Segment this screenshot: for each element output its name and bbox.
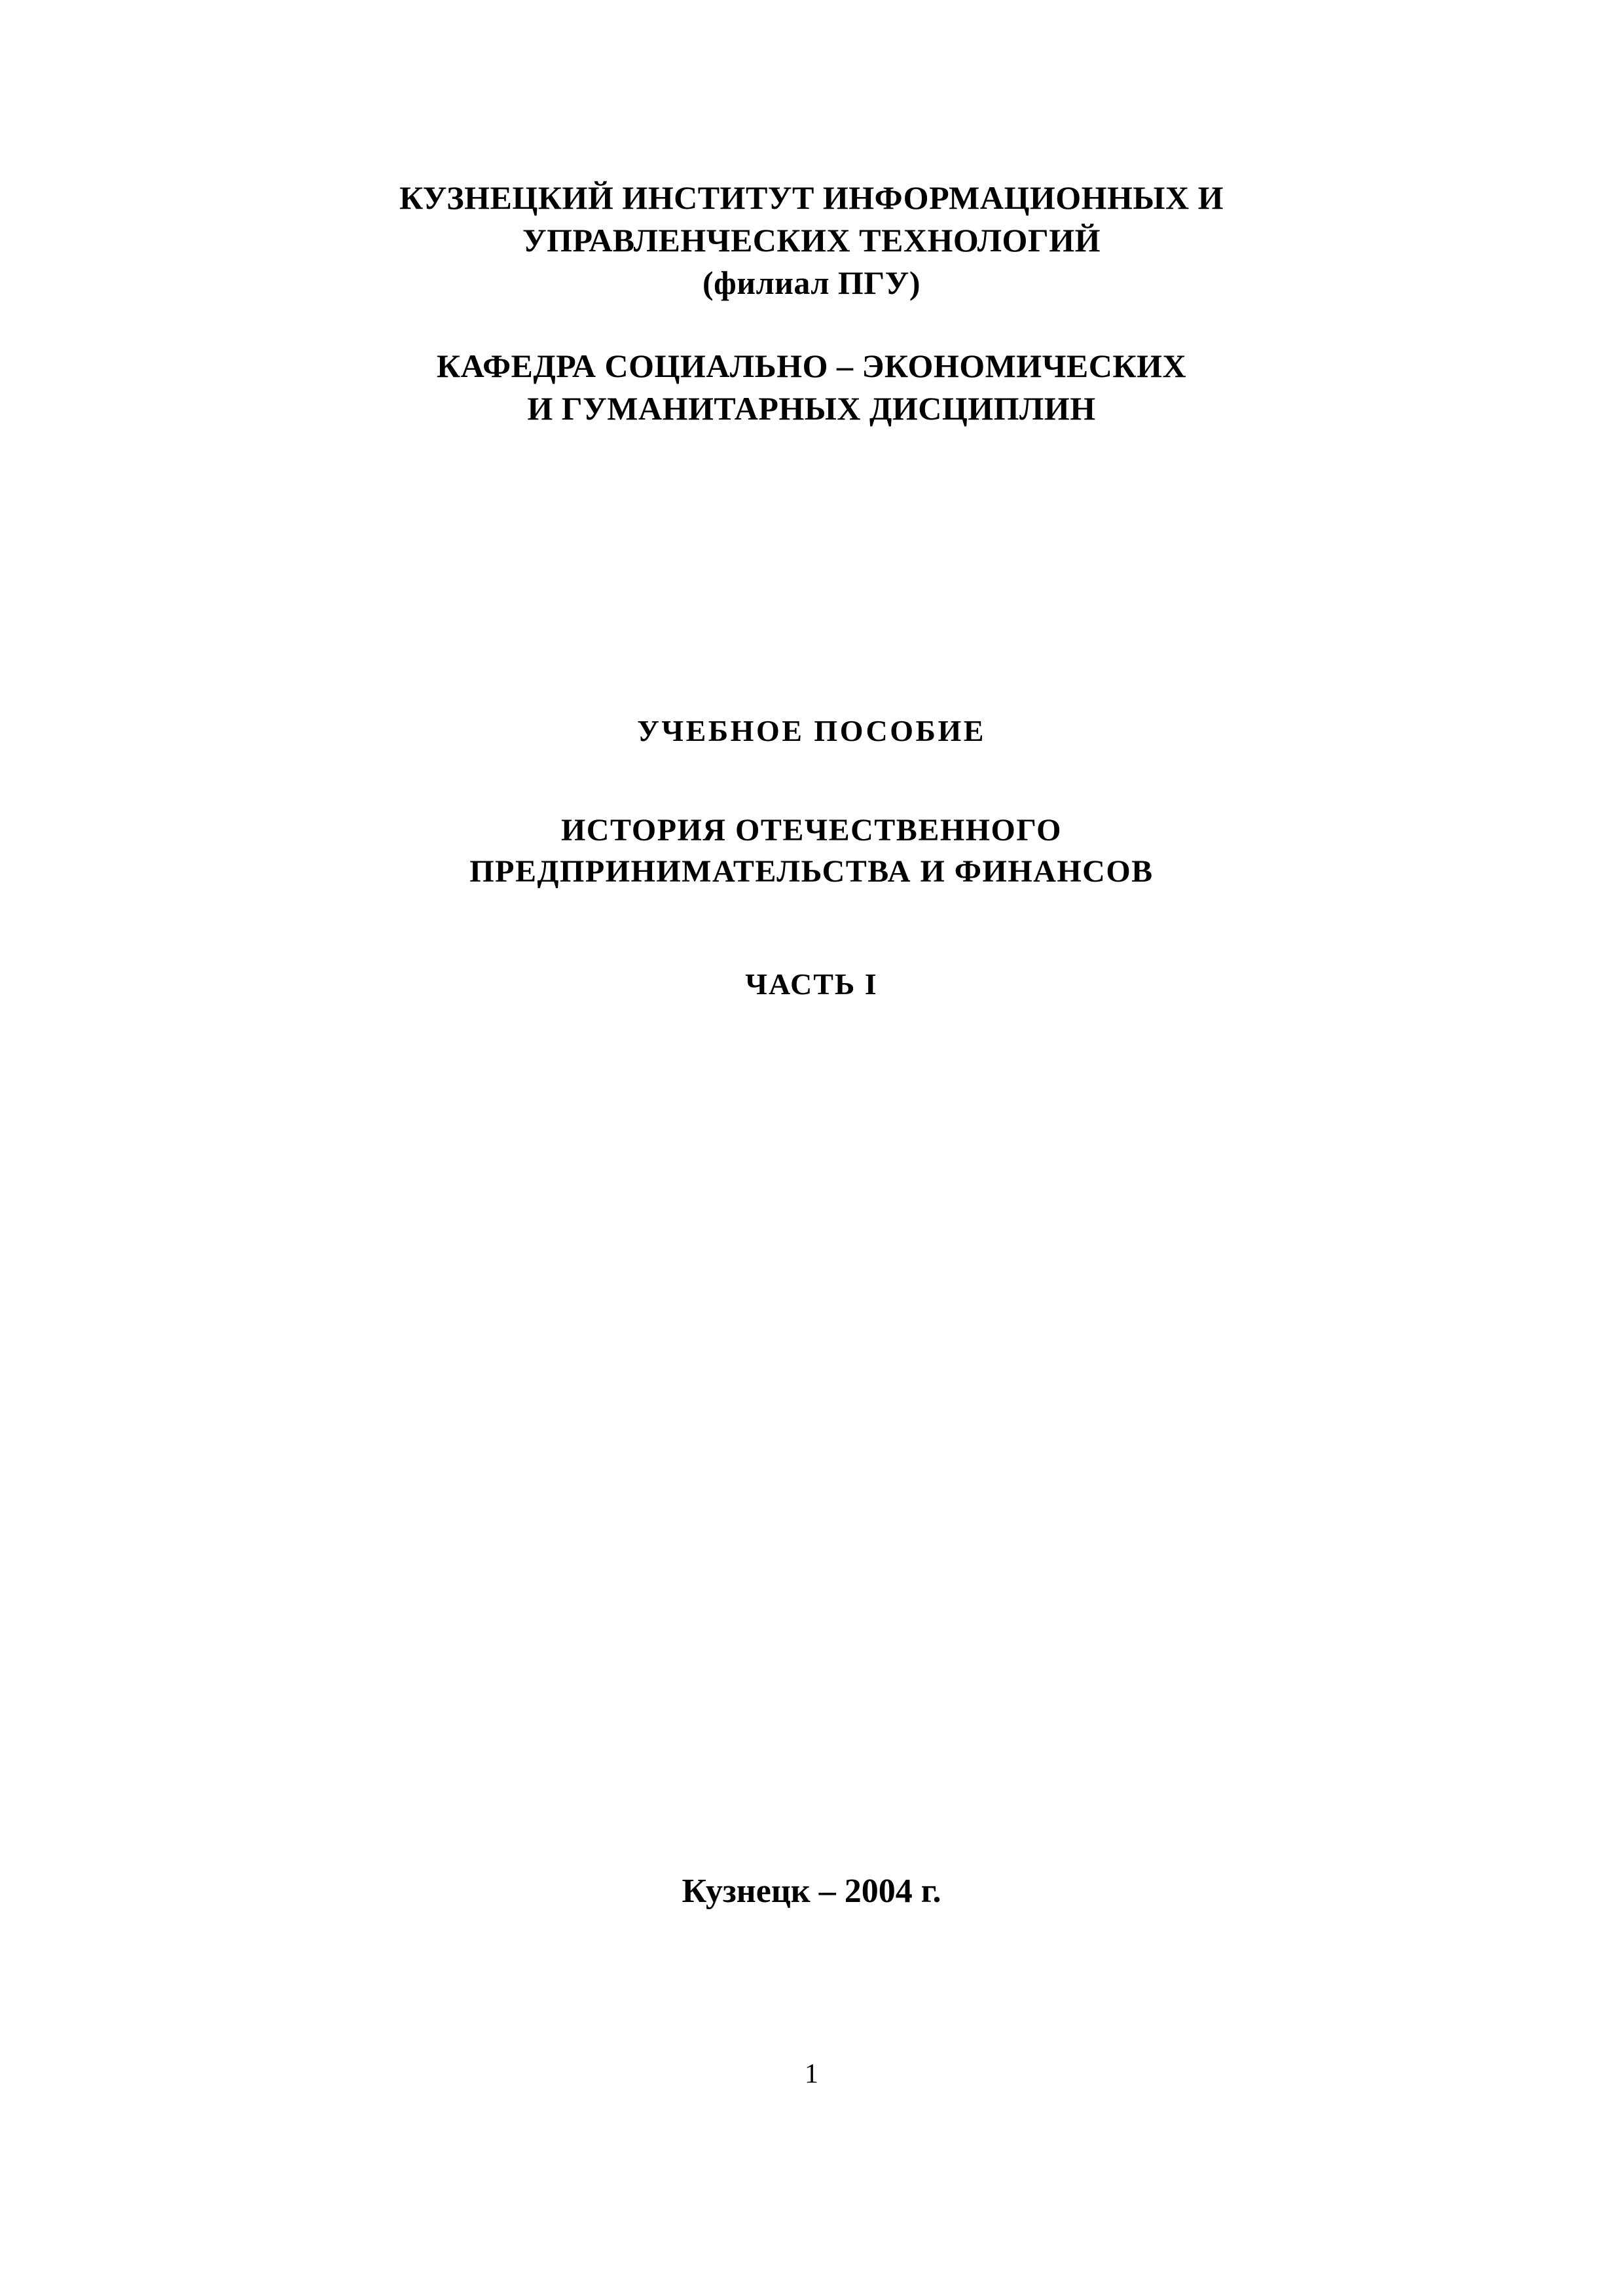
place-and-year: Кузнецк – 2004 г. — [682, 1873, 941, 1910]
document-type — [196, 711, 1427, 751]
branch-line: (филиал ПГУ) — [702, 264, 921, 301]
part-designation — [196, 965, 1427, 1004]
title-line-1: ИСТОРИЯ ОТЕЧЕСТВЕННОГО — [560, 812, 1063, 848]
spacer-before-title — [196, 751, 1427, 810]
institute-line-2: УПРАВЛЕНЧЕСКИХ ТЕХНОЛОГИЙ — [522, 222, 1101, 259]
page-number: 1 — [805, 2059, 818, 2089]
department-line-1: КАФЕДРА СОЦИАЛЬНО – ЭКОНОМИЧЕСКИХ — [436, 348, 1187, 384]
spacer-before-part — [196, 893, 1427, 965]
spacer-after-institute — [196, 304, 1427, 345]
department-line-2: И ГУМАНИТАРНЫХ ДИСЦИПЛИН — [527, 390, 1096, 427]
department-heading — [196, 345, 1427, 430]
document-title — [196, 810, 1427, 893]
part-line: ЧАСТЬ I — [745, 967, 878, 1001]
institute-heading — [196, 177, 1427, 304]
spacer-before-doctype — [196, 430, 1427, 711]
doc-type-line: УЧЕБНОЕ ПОСОБИЕ — [637, 714, 986, 747]
title-line-2: ПРЕДПРИНИМАТЕЛЬСТВА И ФИНАНСОВ — [469, 854, 1154, 889]
institute-line-1: КУЗНЕЦКИЙ ИНСТИТУТ ИНФОРМАЦИОННЫХ И — [399, 179, 1224, 216]
